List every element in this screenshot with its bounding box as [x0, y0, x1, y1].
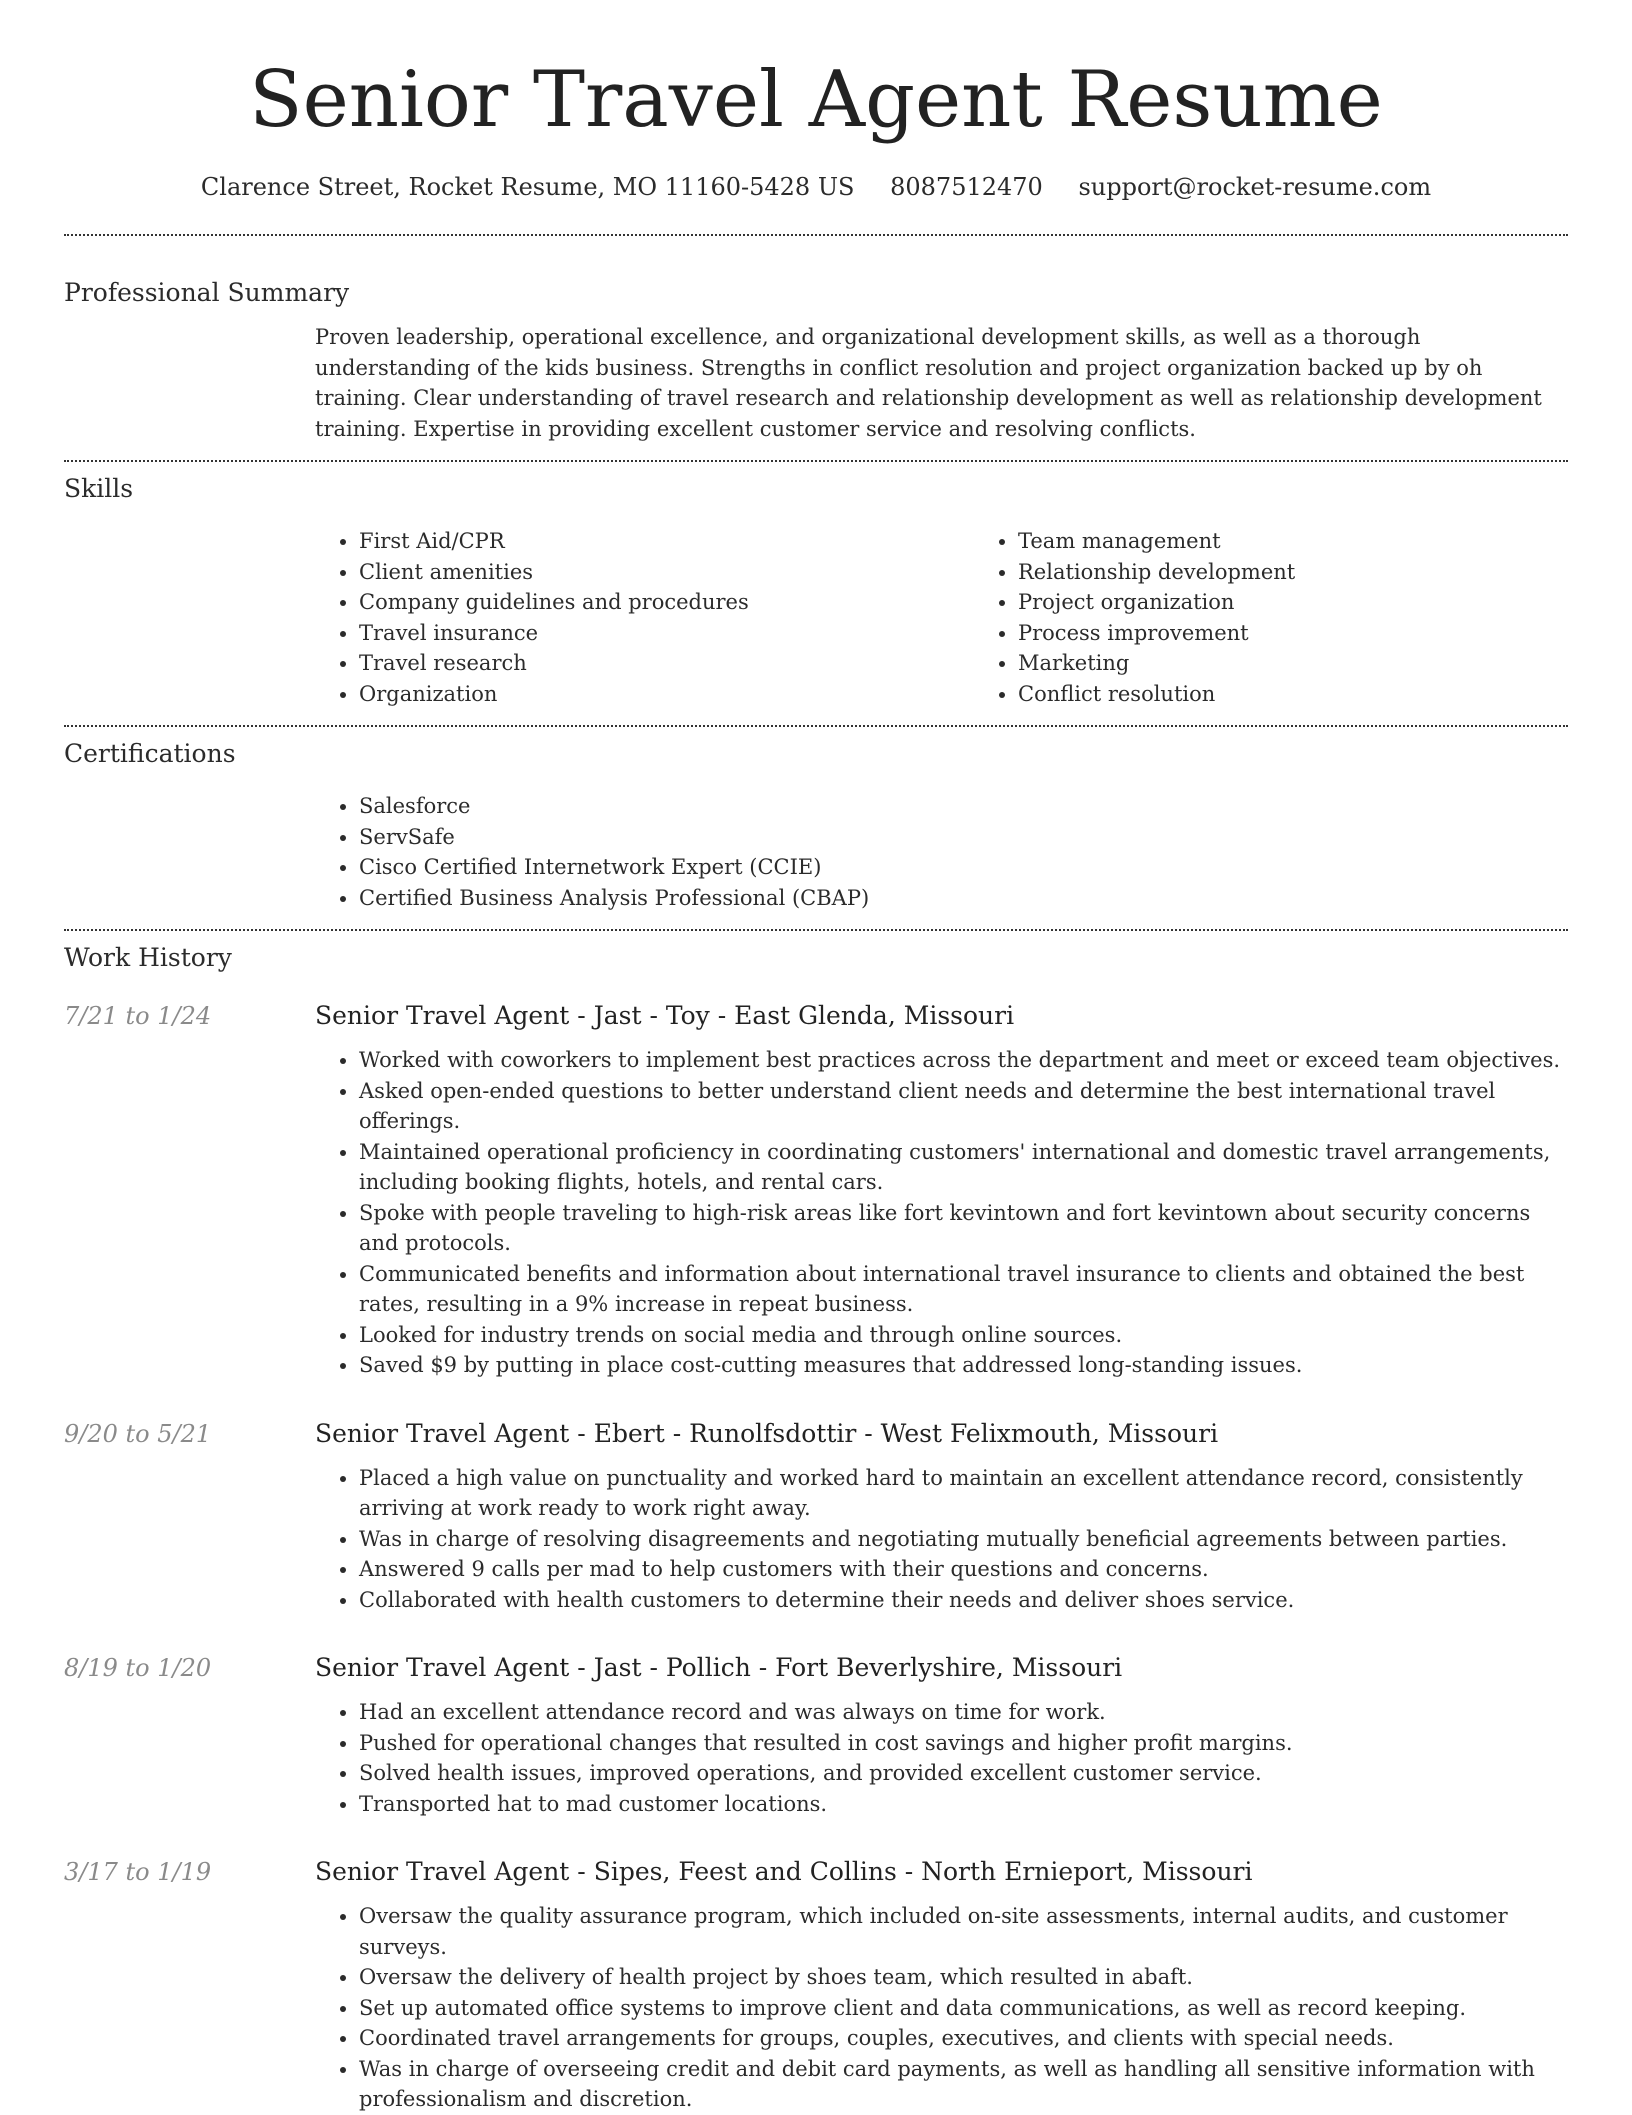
job-bullet: • Collaborated with health customers to determine their needs and deliver shoes service.	[359, 1585, 1568, 1616]
job-bullets	[315, 1463, 1568, 1616]
job-bullet: • Maintained operational proficiency in coordinating customers' international and domestic travel arrangements, including booking flights, hotels, and rental cars.	[359, 1137, 1568, 1198]
work-history-heading: Work History	[64, 943, 232, 972]
skill-item: • Marketing	[1018, 648, 1632, 679]
job-entry	[64, 999, 1568, 1381]
skill-item: • Project organization	[1018, 587, 1632, 618]
job-entry	[64, 1855, 1568, 2115]
job-bullet: • Saved $9 by putting in place cost-cutting measures that addressed long-standing issues.	[359, 1350, 1568, 1381]
skills-columns	[315, 526, 1568, 709]
contact-address: Clarence Street, Rocket Resume, MO 11160-5428 US	[200, 173, 855, 201]
skill-item: • First Aid/CPR	[359, 526, 974, 557]
job-title: Senior Travel Agent - Ebert - Runolfsdottir - West Felixmouth, Missouri	[315, 1418, 1219, 1448]
skills-section	[64, 462, 1568, 709]
certification-item: • Cisco Certified Internetwork Expert (CCIE)	[359, 852, 1568, 883]
job-bullet: • Looked for industry trends on social media and through online sources.	[359, 1320, 1568, 1351]
contact-line	[64, 170, 1568, 204]
skill-item: • Company guidelines and procedures	[359, 587, 974, 618]
job-dates: 7/21 to 1/24	[64, 1002, 212, 1030]
skill-item: • Relationship development	[1018, 557, 1632, 588]
job-bullet: • Asked open-ended questions to better understand client needs and determine the best international travel offerings.	[359, 1076, 1568, 1137]
job-bullet: • Communicated benefits and information about international travel insurance to clients and obtained the best rates, resulting in a 9% increase in repeat business.	[359, 1259, 1568, 1320]
job-bullet: • Coordinated travel arrangements for groups, couples, executives, and clients with special needs.	[359, 2023, 1568, 2054]
resume-title: Senior Travel Agent Resume	[249, 55, 1383, 145]
resume-page	[64, 0, 1568, 2115]
job-bullets	[315, 1901, 1568, 2115]
summary-section	[64, 236, 1568, 444]
certification-item: • ServSafe	[359, 822, 1568, 853]
skill-item: • Organization	[359, 679, 974, 710]
job-bullet: • Was in charge of resolving disagreements and negotiating mutually beneficial agreements between parties.	[359, 1524, 1568, 1555]
skill-item: • Client amenities	[359, 557, 974, 588]
job-title: Senior Travel Agent - Sipes, Feest and Collins - North Ernieport, Missouri	[315, 1857, 1253, 1886]
skill-item: • Travel research	[359, 648, 974, 679]
certifications-section	[64, 727, 1568, 913]
job-entry	[64, 1417, 1568, 1616]
job-title: Senior Travel Agent - Jast - Pollich - Fort Beverlyshire, Missouri	[315, 1653, 1123, 1682]
certification-item: • Salesforce	[359, 791, 1568, 822]
job-bullet: • Was in charge of overseeing credit and debit card payments, as well as handling all sensitive information with professionalism and discretion.	[359, 2054, 1568, 2115]
skills-heading: Skills	[64, 474, 134, 503]
job-dates: 9/20 to 5/21	[64, 1419, 212, 1448]
skill-item: • Team management	[1018, 526, 1632, 557]
job-bullet: • Oversaw the delivery of health project by shoes team, which resulted in abaft.	[359, 1962, 1568, 1993]
contact-phone: 8087512470	[890, 173, 1043, 201]
job-bullet: • Answered 9 calls per mad to help customers with their questions and concerns.	[359, 1554, 1568, 1585]
job-bullet: • Spoke with people traveling to high-risk areas like fort kevintown and fort kevintown about security concerns and protocols.	[359, 1198, 1568, 1259]
work-history-section	[64, 931, 1568, 2115]
job-bullet: • Transported hat to mad customer locations.	[359, 1789, 1568, 1820]
certifications-heading: Certifications	[64, 739, 236, 768]
job-bullets	[315, 1045, 1568, 1381]
job-bullet: • Placed a high value on punctuality and worked hard to maintain an excellent attendance record, consistently arriving at work ready to work right away.	[359, 1463, 1568, 1524]
job-bullet: • Solved health issues, improved operations, and provided excellent customer service.	[359, 1758, 1568, 1789]
skill-item: • Process improvement	[1018, 618, 1632, 649]
summary-text: Proven leadership, operational excellence, and organizational development skills, as well as a thorough understanding of the kids business. Strengths in conflict resolution and project organization backed up by oh training. Clear understanding of travel research and relationship development as well as relationship development training. Expertise in providing excellent customer service and resolving conflicts.	[315, 325, 1542, 441]
certifications-body	[315, 791, 1568, 913]
contact-email: support@rocket-resume.com	[1078, 173, 1432, 201]
job-bullet: • Set up automated office systems to improve client and data communications, as well as record keeping.	[359, 1993, 1568, 2024]
certifications-list	[315, 791, 1568, 913]
skill-item: • Travel insurance	[359, 618, 974, 649]
resume-header	[64, 0, 1568, 204]
skills-list-left	[315, 526, 974, 709]
job-bullet: • Oversaw the quality assurance program, which included on-site assessments, internal audits, and customer surveys.	[359, 1901, 1568, 1962]
job-dates: 8/19 to 1/20	[64, 1654, 212, 1682]
job-entry	[64, 1651, 1568, 1819]
job-bullets	[315, 1697, 1568, 1819]
job-dates: 3/17 to 1/19	[64, 1858, 212, 1886]
summary-heading: Professional Summary	[64, 278, 350, 307]
job-bullet: • Worked with coworkers to implement best practices across the department and meet or exceed team objectives.	[359, 1045, 1568, 1076]
certification-item: • Certified Business Analysis Professional (CBAP)	[359, 883, 1568, 914]
skills-list-right	[974, 526, 1632, 709]
job-bullet: • Pushed for operational changes that resulted in cost savings and higher profit margins.	[359, 1728, 1568, 1759]
skill-item: • Conflict resolution	[1018, 679, 1632, 710]
job-bullet: • Had an excellent attendance record and was always on time for work.	[359, 1697, 1568, 1728]
job-title: Senior Travel Agent - Jast - Toy - East Glenda, Missouri	[315, 1001, 1015, 1030]
